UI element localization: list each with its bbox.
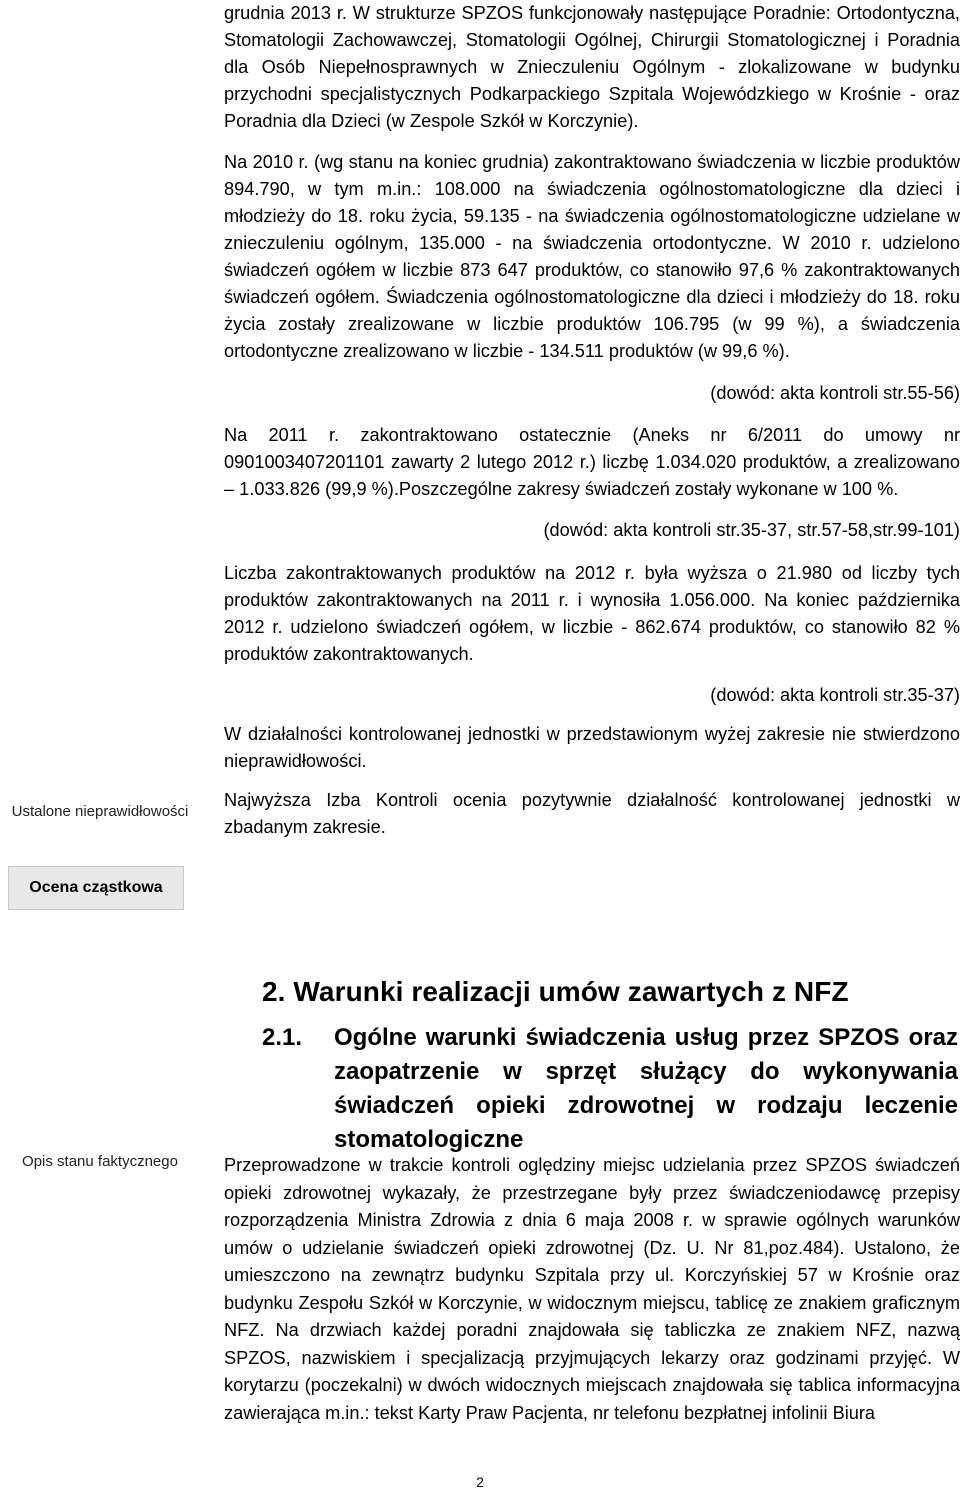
label-ustalone-nieprawidlowosci: Ustalone nieprawidłowości [11,803,189,820]
main-text-block-2 [224,1152,960,1427]
margin-column [0,0,200,1505]
main-text-block-1 [224,0,960,841]
evidence-ref-3: (dowód: akta kontroli str.35-37) [710,685,960,705]
paragraph-2012: Liczba zakontraktowanych produktów na 2012 r. była wyższa o 21.980 od liczby tych produktów zakontraktowanych na 2011 r. i wynosiła 1.056.000. Na koniec października 2012 r. udzielono świadczeń ogółem, w liczbie - 862.674 produktów, co stanowiło 82 % produktów zakontraktowanych. [224,563,960,664]
evidence-ref-2: (dowód: akta kontroli str.35-37, str.57-58,str.99-101) [543,520,960,540]
paragraph-no-irregularities: W działalności kontrolowanej jednostki w przedstawionym wyżej zakresie nie stwierdzono nieprawidłowości. [224,724,960,771]
label-opis-stanu-faktycznego: Opis stanu faktycznego [22,1153,178,1170]
label-ocena-czastkowa: Ocena cząstkowa [8,866,184,910]
paragraph-inspection: Przeprowadzone w trakcie kontroli oględziny miejsc udzielania przez SPZOS świadczeń opieki zdrowotnej wykazały, że przestrzegane były przez świadczeniodawcę przepisy rozporządzenia Ministra Zdrowia z dnia 6 maja 2008 r. w sprawie ogólnych warunków umów o udzielanie świadczeń opieki zdrowotnej (Dz. U. Nr 81,poz.484). Ustalono, że umieszczono na zewnątrz budynku Szpitala przy ul. Korczyńskiej 57 w Krośnie oraz budynku Zespołu Szkół w Korczynie, w widocznym miejscu, tablicę ze znakiem graficznym NFZ. Na drzwiach każdej poradni znajdowała się tabliczka ze znakiem NFZ, nazwą SPZOS, nazwiskiem i specjalizacją przyjmujących lekarzy oraz godzinami przyjęć. W korytarzu (poczekalni) w dwóch widocznych miejscach znajdowała się tablica informacyjna zawierająca m.in.: tekst Karty Praw Pacjenta, nr telefonu bezpłatnej infolinii Biura [224,1155,960,1423]
section-heading-2: 2. Warunki realizacji umów zawartych z NFZ [262,976,849,1007]
page-number: 2 [476,1474,484,1490]
subsection-number: 2.1. [262,1024,303,1051]
subsection-heading-2-1: Ogólne warunki świadczenia usług przez SPZOS oraz zaopatrzenie w sprzęt służący do wykonywania świadczeń opieki zdrowotnej w rodzaju leczenie stomatologiczne [334,1024,958,1153]
evidence-ref-1: (dowód: akta kontroli str.55-56) [710,383,960,403]
paragraph-poradnie: grudnia 2013 r. W strukturze SPZOS funkcjonowały następujące Poradnie: Ortodontyczna, Stomatologii Zachowawczej, Stomatologii Ogólnej, Chirurgii Stomatologicznej i Poradnia dla Osób Niepełnosprawnych w Znieczuleniu Ogólnym - zlokalizowane w budynku przychodni specjalistycznych Podkarpackiego Szpitala Wojewódzkiego w Krośnie - oraz Poradnia dla Dzieci (w Zespole Szkół w Korczynie). [224,3,960,131]
paragraph-2011: Na 2011 r. zakontraktowano ostatecznie (Aneks nr 6/2011 do umowy nr 0901003407201101 zawarty 2 lutego 2012 r.) liczbę 1.034.020 produktów, a zrealizowano – 1.033.826 (99,9 %).Poszczególne zakresy świadczeń zostały wykonane w 100 %. [224,425,960,499]
paragraph-assessment: Najwyższa Izba Kontroli ocenia pozytywnie działalność kontrolowanej jednostki w zbadanym zakresie. [224,790,960,837]
paragraph-2010: Na 2010 r. (wg stanu na koniec grudnia) zakontraktowano świadczenia w liczbie produktów 894.790, w tym m.in.: 108.000 na świadczenia ogólnostomatologiczne dla dzieci i młodzieży do 18. roku życia, 59.135 - na świadczenia ogólnostomatologiczne udzielane w znieczuleniu ogólnym, 135.000 - na świadczenia ortodontyczne. W 2010 r. udzielono świadczeń ogółem w liczbie 873 647 produktów, co stanowiło 97,6 % zakontraktowanych świadczeń ogółem. Świadczenia ogólnostomatologiczne dla dzieci i młodzieży do 18. roku życia zostały zrealizowane w liczbie produktów 106.795 (w 99 %), a świadczenia ortodontyczne zrealizowano w liczbie - 134.511 produktów (w 99,6 %). [224,152,960,361]
